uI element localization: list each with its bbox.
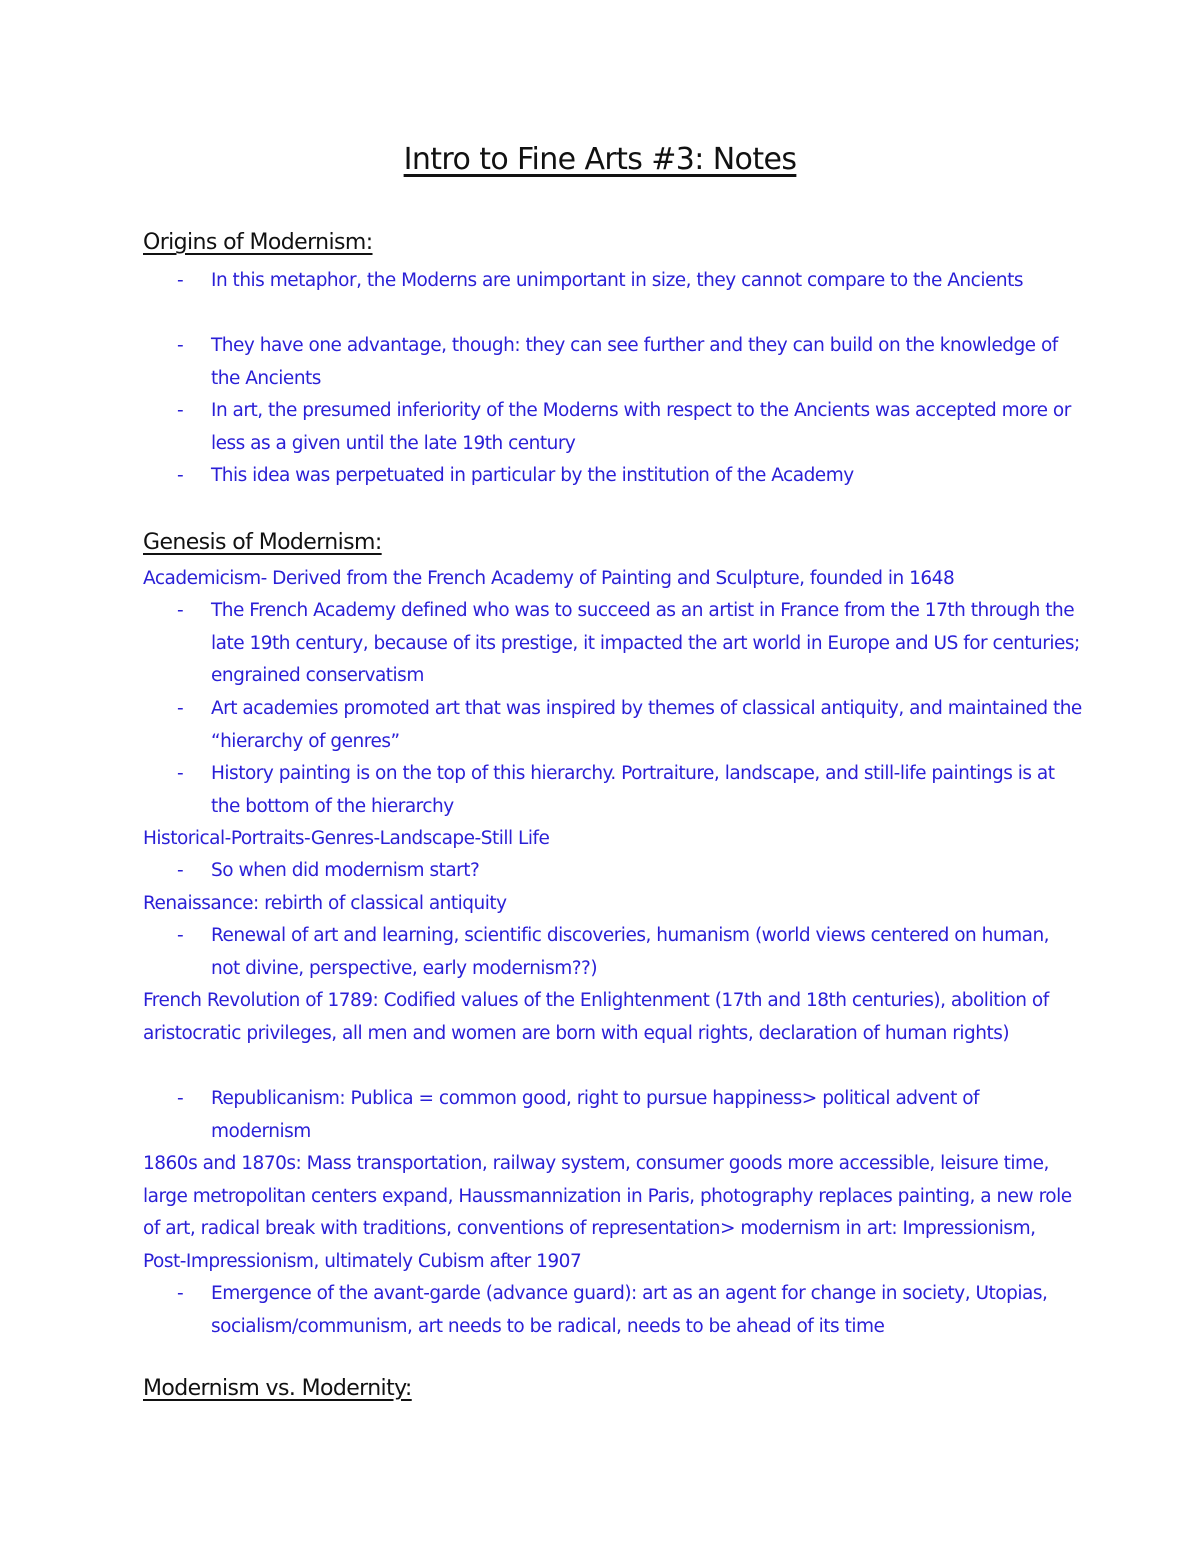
academy-bullet-1 bbox=[143, 595, 1083, 693]
bullet-dash: - bbox=[177, 400, 184, 421]
bullet-text: So when did modernism start? bbox=[211, 860, 480, 881]
heading-genesis: Genesis of Modernism: bbox=[143, 530, 382, 555]
heading-origins: Origins of Modernism: bbox=[143, 230, 373, 255]
republicanism-bullet bbox=[143, 1083, 1083, 1148]
academy-bullet-2 bbox=[143, 693, 1083, 758]
bullet-text: History painting is on the top of this hierarchy. Portraiture, landscape, and still-life paintings is at the bottom of the hierarchy bbox=[211, 763, 1055, 817]
bullet-dash: - bbox=[177, 1283, 184, 1304]
bullet-dash: - bbox=[177, 600, 184, 621]
bullet-dash: - bbox=[177, 335, 184, 356]
bullet-text: This idea was perpetuated in particular by the institution of the Academy bbox=[211, 465, 854, 486]
origins-bullet-4 bbox=[143, 460, 1083, 493]
bullet-text: Republicanism: Publica = common good, right to pursue happiness> political advent of modernism bbox=[211, 1088, 980, 1142]
bullet-dash: - bbox=[177, 860, 184, 881]
bullet-dash: - bbox=[177, 270, 184, 291]
bullet-text: Emergence of the avant-garde (advance guard): art as an agent for change in society, Utopias, socialism/communism, art needs to be radical, needs to be ahead of its time bbox=[211, 1283, 1048, 1337]
academy-bullet-3 bbox=[143, 758, 1083, 823]
heading-modernity: Modernism vs. Modernity: bbox=[143, 1376, 412, 1401]
hierarchy-line: Historical-Portraits-Genres-Landscape-Still Life bbox=[143, 828, 550, 849]
bullet-text: Art academies promoted art that was inspired by themes of classical antiquity, and maintained the “hierarchy of genres” bbox=[211, 698, 1082, 752]
bullet-dash: - bbox=[177, 925, 184, 946]
eras-1860s-paragraph: 1860s and 1870s: Mass transportation, railway system, consumer goods more accessible, leisure time, large metropolitan centers expand, Haussmannization in Paris, photography replaces painting, a new role of art, radical break with traditions, conventions of representation> modernism in art: Impressionism, Post-Impressionism, ultimately Cubism after 1907 bbox=[143, 1153, 1072, 1272]
renaissance-bullet bbox=[143, 920, 1083, 985]
bullet-dash: - bbox=[177, 465, 184, 486]
origins-bullet-2 bbox=[143, 330, 1083, 395]
bullet-text: In this metaphor, the Moderns are unimportant in size, they cannot compare to the Ancients bbox=[211, 270, 1023, 291]
bullet-text: The French Academy defined who was to succeed as an artist in France from the 17th through the late 19th century, because of its prestige, it impacted the art world in Europe and US for centuries; engrained conservatism bbox=[211, 600, 1080, 686]
bullet-text: In art, the presumed inferiority of the Moderns with respect to the Ancients was accepted more or less as a given until the late 19th century bbox=[211, 400, 1071, 454]
origins-bullet-1 bbox=[143, 265, 1083, 298]
origins-bullet-3 bbox=[143, 395, 1083, 460]
bullet-text: Renewal of art and learning, scientific discoveries, humanism (world views centered on human, not divine, perspective, early modernism??) bbox=[211, 925, 1050, 979]
page-title: Intro to Fine Arts #3: Notes bbox=[403, 142, 797, 177]
bullet-text: They have one advantage, though: they can see further and they can build on the knowledge of the Ancients bbox=[211, 335, 1058, 389]
bullet-dash: - bbox=[177, 1088, 184, 1109]
bullet-dash: - bbox=[177, 763, 184, 784]
academicism-line: Academicism- Derived from the French Academy of Painting and Sculpture, founded in 1648 bbox=[143, 568, 955, 589]
french-revolution-paragraph: French Revolution of 1789: Codified values of the Enlightenment (17th and 18th centuries), abolition of aristocratic privileges, all men and women are born with equal rights, declaration of human rights) bbox=[143, 990, 1049, 1044]
bullet-dash: - bbox=[177, 698, 184, 719]
question-bullet bbox=[143, 855, 1083, 888]
renaissance-line: Renaissance: rebirth of classical antiquity bbox=[143, 893, 507, 914]
avant-garde-bullet bbox=[143, 1278, 1083, 1343]
